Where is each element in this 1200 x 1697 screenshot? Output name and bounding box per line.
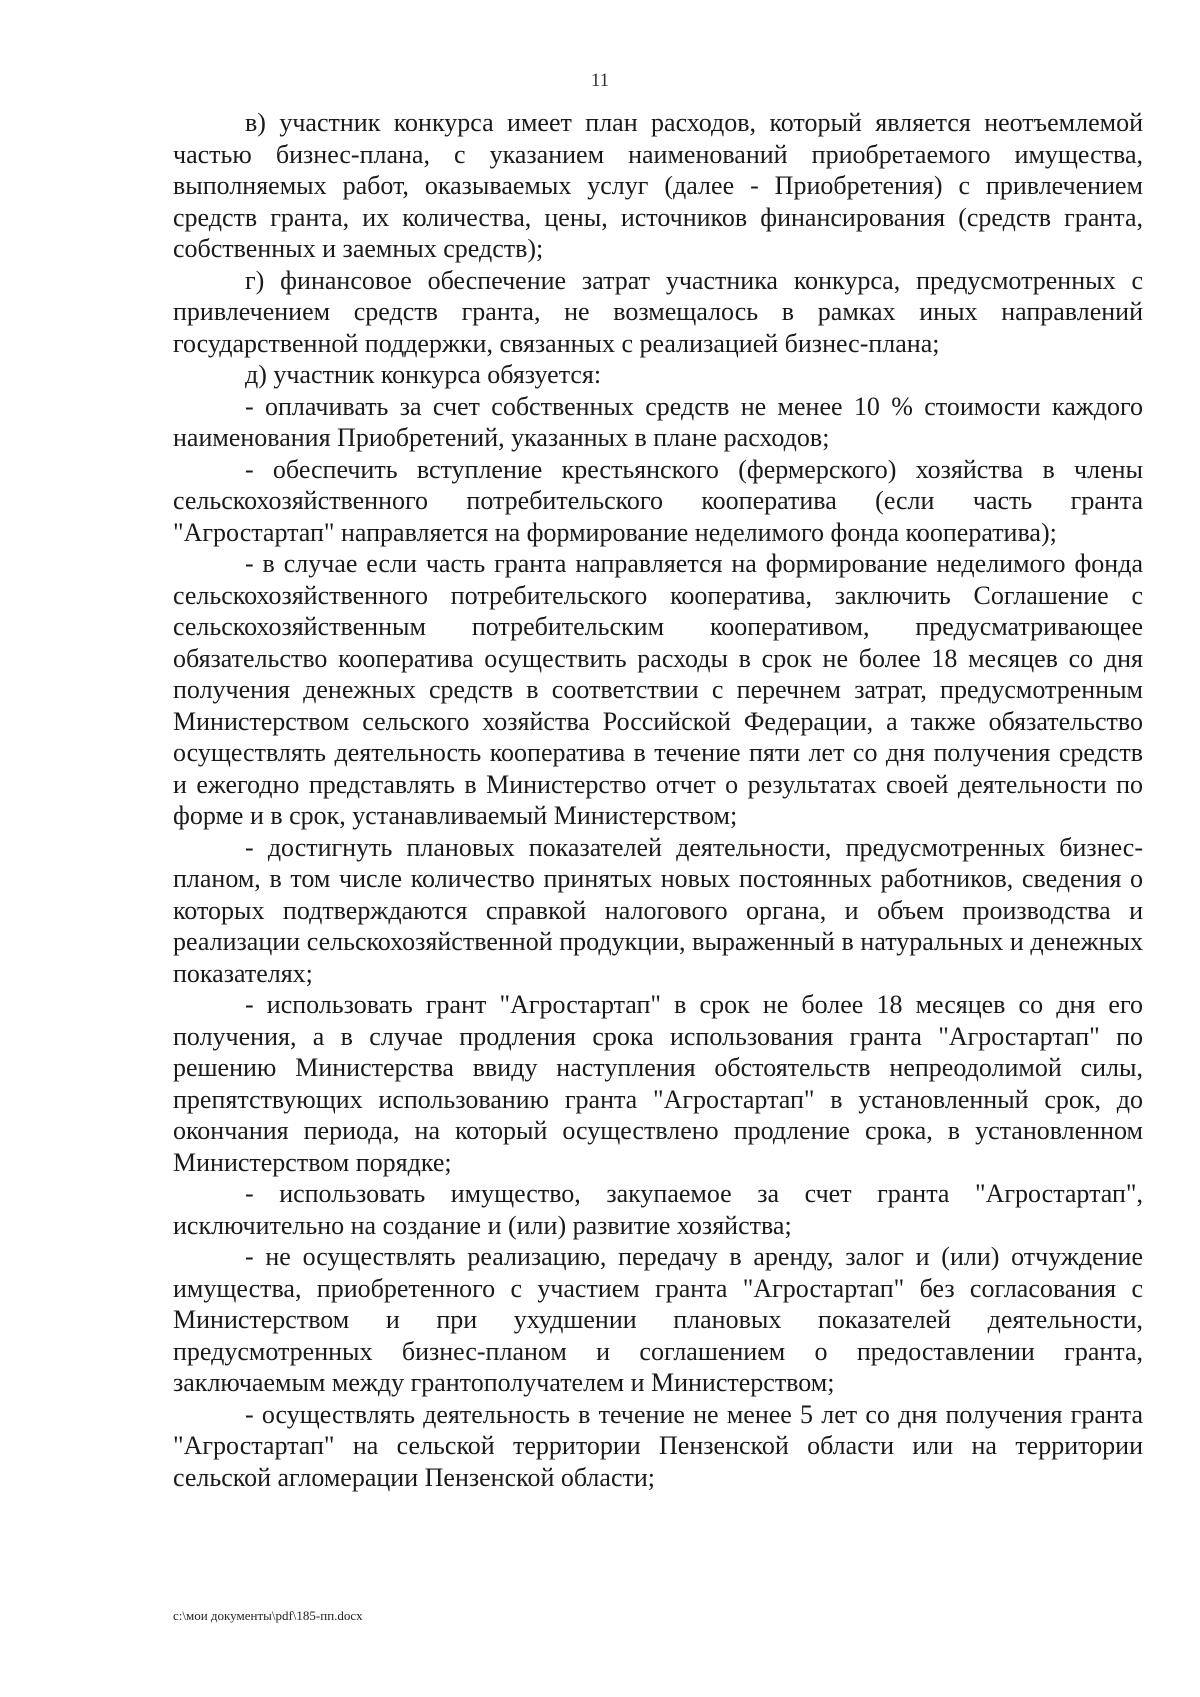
paragraph-item-d: д) участник конкурса обязуется: — [245, 360, 602, 389]
document-body — [173, 107, 1143, 1493]
obligation-grant-usage-term: - использовать грант "Агростартап" в срок не более 18 месяцев со дня его получения, а в случае продления срока использования гранта "Агростартап" по решению Министерства ввиду наступления обстоятельств непреодолимой силы, препятствующих использованию гранта "Агростартап" в установленный срок, до окончания периода, на который осуществлено продление срока, в установленном Министерством порядке; — [173, 990, 1143, 1177]
obligation-property-use: - использовать имущество, закупаемое за счет гранта "Агростартап", исключительно на создание и (или) развитие хозяйства; — [173, 1179, 1143, 1240]
obligation-no-alienation: - не осуществлять реализацию, передачу в аренду, залог и (или) отчуждение имущества, приобретенного с участием гранта "Агростартап" без согласования с Министерством и при ухудшении плановых показателей деятельности, предусмотренных бизнес-планом и соглашением о предоставлении гранта, заключаемым между грантополучателем и Министерством; — [173, 1242, 1143, 1397]
obligation-activity-duration: - осуществлять деятельность в течение не менее 5 лет со дня получения гранта "Агростартап" на сельской территории Пензенской области или на территории сельской агломерации Пензенской области; — [173, 1399, 1143, 1492]
paragraph-item-g: г) финансовое обеспечение затрат участника конкурса, предусмотренных с привлечением средств гранта, не возмещалось в рамках иных направлений государственной поддержки, связанных с реализацией бизнес-плана; — [173, 265, 1143, 358]
obligation-co-financing: - оплачивать за счет собственных средств не менее 10 % стоимости каждого наименования Приобретений, указанных в плане расходов; — [173, 391, 1143, 452]
obligation-cooperative-agreement: - в случае если часть гранта направляется на формирование неделимого фонда сельскохозяйственного потребительского кооператива, заключить Соглашение с сельскохозяйственным потребительским кооперативом, предусматривающее обязательство кооператива осуществить расходы в срок не более 18 месяцев со дня получения денежных средств в соответствии с перечнем затрат, предусмотренным Министерством сельского хозяйства Российской Федерации, а также обязательство осуществлять деятельность кооператива в течение пяти лет со дня получения средств и ежегодно представлять в Министерство отчет о результатах своей деятельности по форме и в срок, устанавливаемый Министерством; — [173, 549, 1143, 830]
obligation-planned-indicators: - достигнуть плановых показателей деятельности, предусмотренных бизнес-планом, в том числе количество принятых новых постоянных работников, сведения о которых подтверждаются справкой налогового органа, и объем производства и реализации сельскохозяйственной продукции, выраженный в натуральных и денежных показателях; — [173, 832, 1143, 988]
page-number: 11 — [590, 70, 610, 91]
obligation-cooperative-membership: - обеспечить вступление крестьянского (фермерского) хозяйства в члены сельскохозяйственного потребительского кооператива (если часть гранта "Агростартап" направляется на формирование неделимого фонда кооператива); — [173, 454, 1143, 547]
file-path-footer: c:\мои документы\pdf\185-пп.docx — [173, 1608, 363, 1623]
paragraph-item-v: в) участник конкурса имеет план расходов, который является неотъемлемой частью бизнес-плана, с указанием наименований приобретаемого имущества, выполняемых работ, оказываемых услуг (далее - Приобретения) с привлечением средств гранта, их количества, цены, источников финансирования (средств гранта, собственных и заемных средств); — [173, 108, 1143, 263]
